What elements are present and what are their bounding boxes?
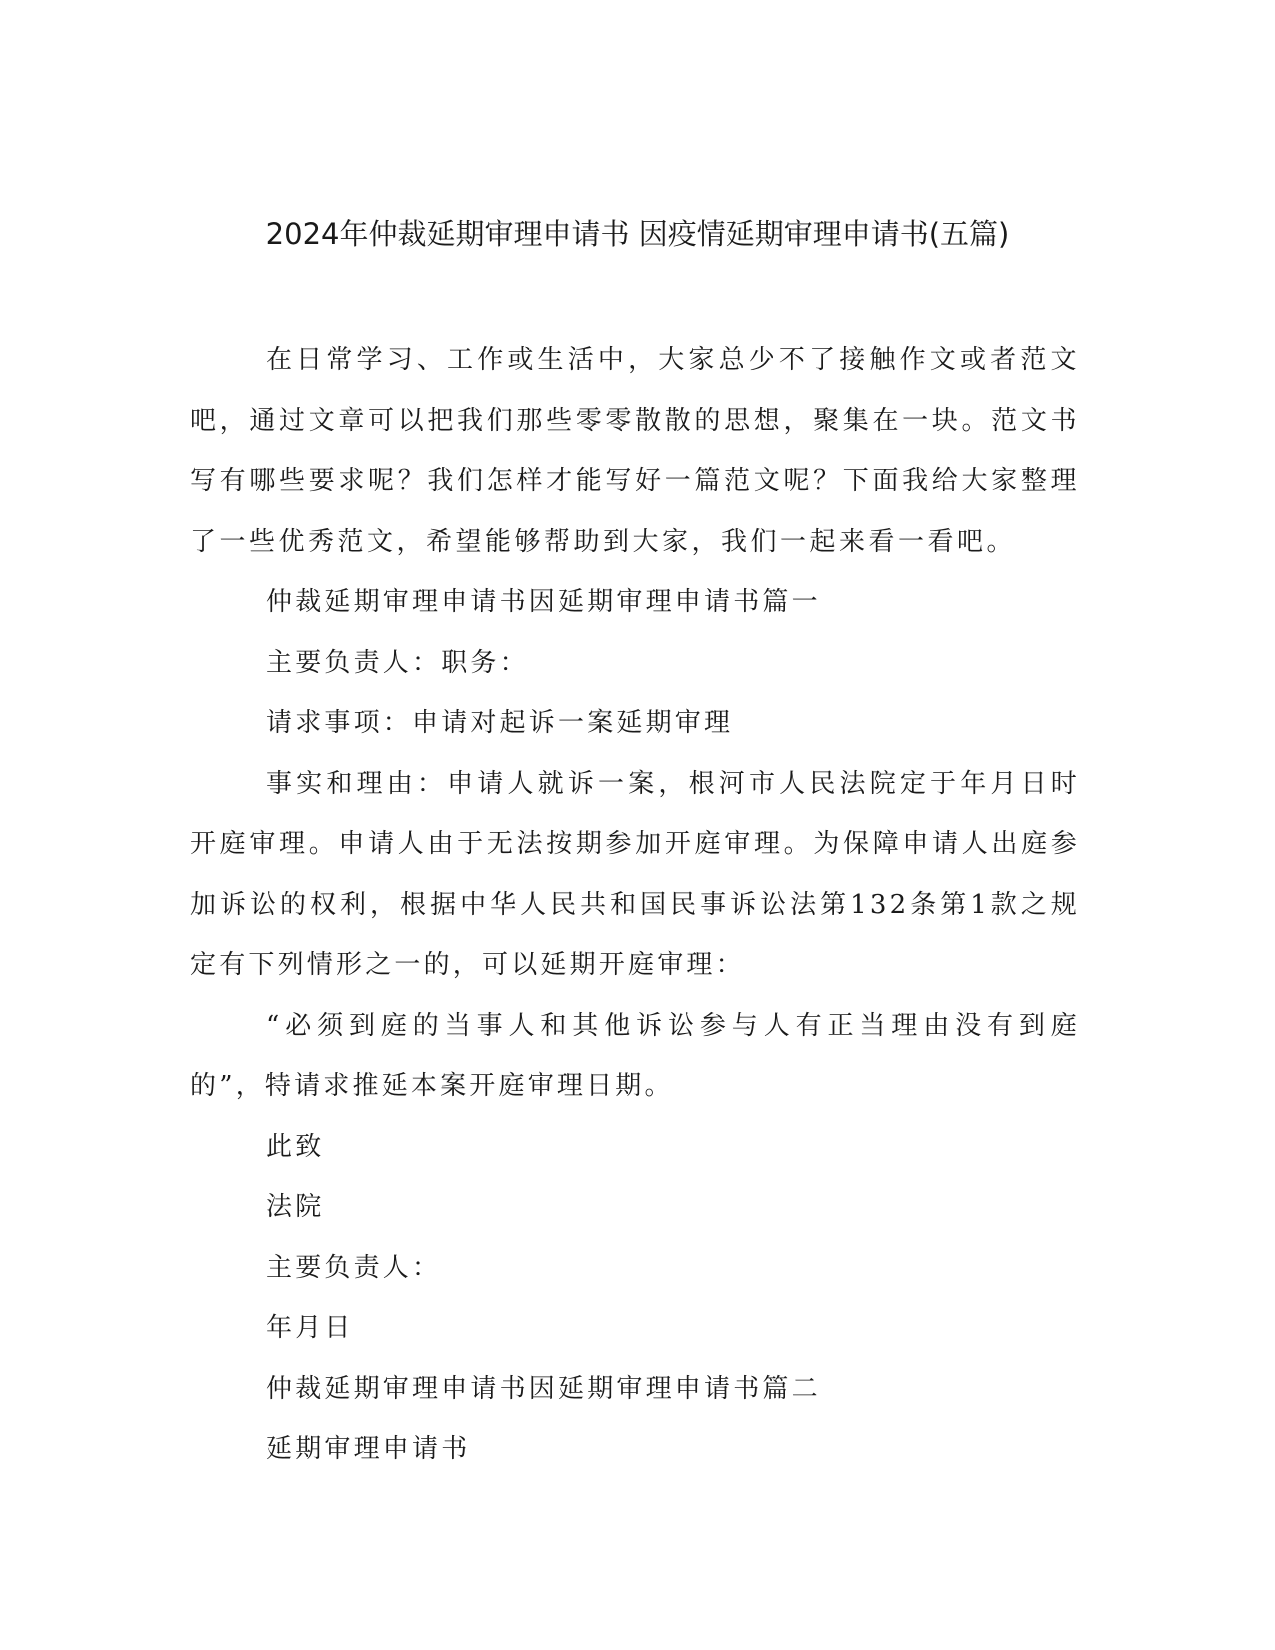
intro-paragraph: 在日常学习、工作或生活中，大家总少不了接触作文或者范文吧，通过文章可以把我们那些零零散散的思想，聚集在一块。范文书写有哪些要求呢？我们怎样才能写好一篇范文呢？下面我给大家整理了一些优秀范文，希望能够帮助到大家，我们一起来看一看吧。 [190, 345, 1080, 557]
date-line: 年月日 [266, 1313, 354, 1343]
section-heading-one: 仲裁延期审理申请书因延期审理申请书篇一 [266, 587, 821, 617]
section-heading-two: 仲裁延期审理申请书因延期审理申请书篇二 [266, 1373, 821, 1404]
facts-reasons-paragraph: 事实和理由：申请人就诉一案，根河市人民法院定于年月日时开庭审理。申请人由于无法按期参加开庭审理。为保障申请人出庭参加诉讼的权利，根据中华人民共和国民事诉讼法第132条第1款之规定有下列情形之一的，可以延期开庭审理： [190, 768, 1080, 980]
salutation-line: 此致 [266, 1131, 325, 1162]
signature-person-line: 主要负责人： [266, 1252, 442, 1283]
court-line: 法院 [266, 1192, 325, 1222]
responsible-person-line: 主要负责人：职务： [266, 647, 529, 678]
document-title: 2024年仲裁延期审理申请书 因疫情延期审理申请书(五篇) [265, 217, 1010, 251]
application-title-line: 延期审理申请书 [266, 1434, 471, 1464]
request-matters-line: 请求事项：申请对起诉一案延期审理 [266, 708, 734, 738]
quote-paragraph: “必须到庭的当事人和其他诉讼参与人有正当理由没有到庭的”，特请求推延本案开庭审理日期。 [190, 1010, 1080, 1101]
document-body [190, 330, 1080, 1480]
